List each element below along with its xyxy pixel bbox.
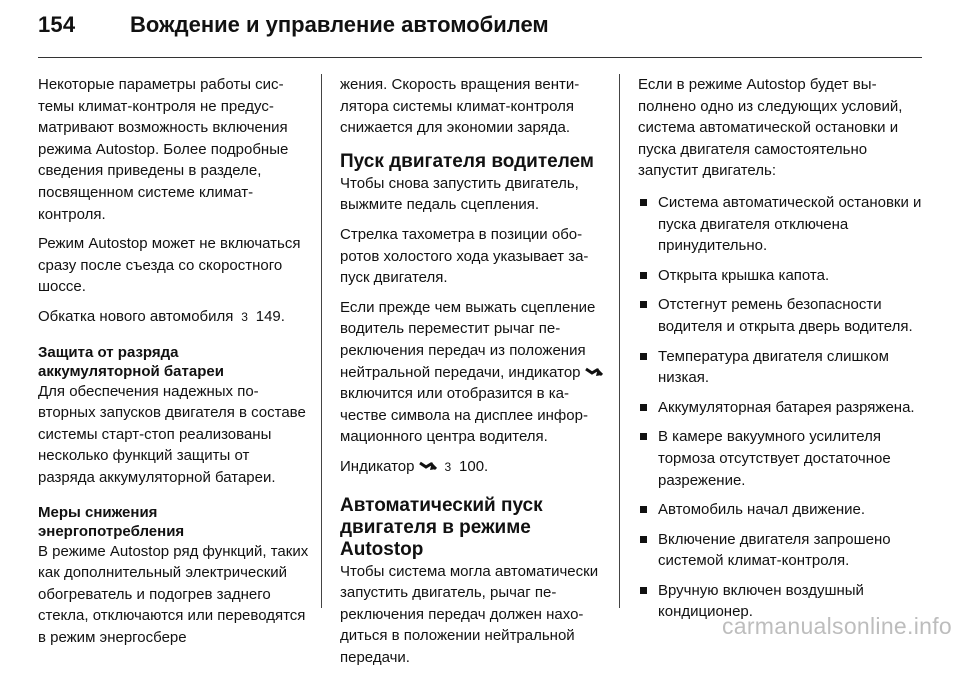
bullet-square-icon [640,301,647,308]
bullet-square-icon [640,536,647,543]
bullet-square-icon [640,199,647,206]
page-header [38,12,922,46]
paragraph-clutch: Чтобы снова запустить двигатель, выжмите педаль сцепления. [340,174,579,214]
bullet-square-icon [640,272,647,279]
page-title: Вождение и управление автомобилем [130,12,549,37]
column-2 [340,74,608,676]
cross-reference-icon: 3 [241,309,248,324]
heading-auto-line-2: двигателя в режиме Autostop [340,516,531,560]
watermark: carmanualsonline.info [721,613,952,639]
paragraph-running-in [38,306,310,329]
bullet-square-icon [640,587,647,594]
list-item: Температура двигателя слишком низкая. [638,346,928,389]
bullet-square-icon [640,353,647,360]
running-in-text: Обкатка нового автомобиля [38,307,234,325]
column-divider-2 [619,74,620,608]
heading-driver-start: Пуск двигателя водителем [340,150,594,172]
indicator-page-link[interactable]: 100. [459,457,489,475]
paragraph-neutral: Чтобы система могла автоматически запустить двигатель, рычаг переключения передач должен находиться в положении нейтральной передачи. [340,562,599,666]
gearshift-indicator-icon [419,460,437,472]
heading-battery-line-2: аккумуляторной батареи [38,362,224,380]
paragraph-fan-speed: жения. Скорость вращения вентилятора системы климат-контроля снижается для экономии заряда. [340,76,580,137]
list-item: Включение двигателя запрошено системой климат-контроля. [638,529,928,572]
list-item: Открыта крышка капота. [638,265,928,287]
paragraph-climate: Некоторые параметры работы системы климат-контроля не предусматривают возможность включения режима Autostop. Более подробные сведения приведены в разделе, посвященном системе климат-контроля. [38,76,289,223]
paragraph-indicator-ref [340,456,608,479]
list-item: Система автоматической остановки и пуска двигателя отключена принудительно. [638,192,928,257]
column-3 [638,74,928,631]
heading-energy-saving [38,503,310,541]
gearshift-indicator-icon [585,366,603,378]
indicator-text-after: включится или отобразится в качестве символа на дисплее информационного центра водителя. [340,385,588,446]
heading-battery-protection [38,343,310,381]
heading-auto-start [340,495,608,561]
heading-energy-line-1: Меры снижения [38,503,158,521]
column-divider-1 [321,74,322,608]
list-item: В камере вакуумного усилителя тормоза отсутствует достаточное разрежение. [638,426,928,491]
running-in-page-link[interactable]: 149. [255,307,285,325]
paragraph-indicator [340,297,608,448]
page-number: 154 [38,12,76,37]
paragraph-conditions-intro: Если в режиме Autostop будет выполнено одно из следующих условий, система автоматической остановки и пуска двигателя самостоятельно запустит двигатель: [638,76,903,180]
paragraph-highway: Режим Autostop может не включаться сразу после съезда со скоростного шоссе. [38,235,301,296]
indicator-ref-text: Индикатор [340,457,415,475]
column-1 [38,74,310,656]
bullet-square-icon [640,433,647,440]
list-item: Вручную включен воздушный кондиционер. [638,580,928,623]
paragraph-battery: Для обеспечения надежных повторных запусков двигателя в составе системы старт-стоп реализованы несколько функций защиты от разряда аккумуляторной батареи. [38,382,306,486]
heading-battery-line-1: Защита от разряда [38,343,179,361]
list-item: Отстегнут ремень безопасности водителя и открыта дверь водителя. [638,294,928,337]
bullet-square-icon [640,404,647,411]
paragraph-energy: В режиме Autostop ряд функций, таких как дополнительный электрический обогреватель и подогрев заднего стекла, отключаются или переводятся в режим энергосбере [38,542,309,646]
list-item: Аккумуляторная батарея разряжена. [638,397,928,419]
conditions-list [638,192,928,623]
bullet-square-icon [640,506,647,513]
heading-auto-line-1: Автоматический пуск [340,494,543,516]
header-divider [38,57,922,58]
heading-energy-line-2: энергопотребления [38,522,185,540]
paragraph-tachometer: Стрелка тахометра в позиции оборотов холостого хода указывает запуск двигателя. [340,225,589,287]
cross-reference-icon: 3 [444,459,452,474]
list-item: Автомобиль начал движение. [638,499,928,521]
indicator-text-before: Если прежде чем выжать сцепление водитель переместит рычаг переключения передач из положения нейтральной передачи, индикатор [340,298,596,381]
